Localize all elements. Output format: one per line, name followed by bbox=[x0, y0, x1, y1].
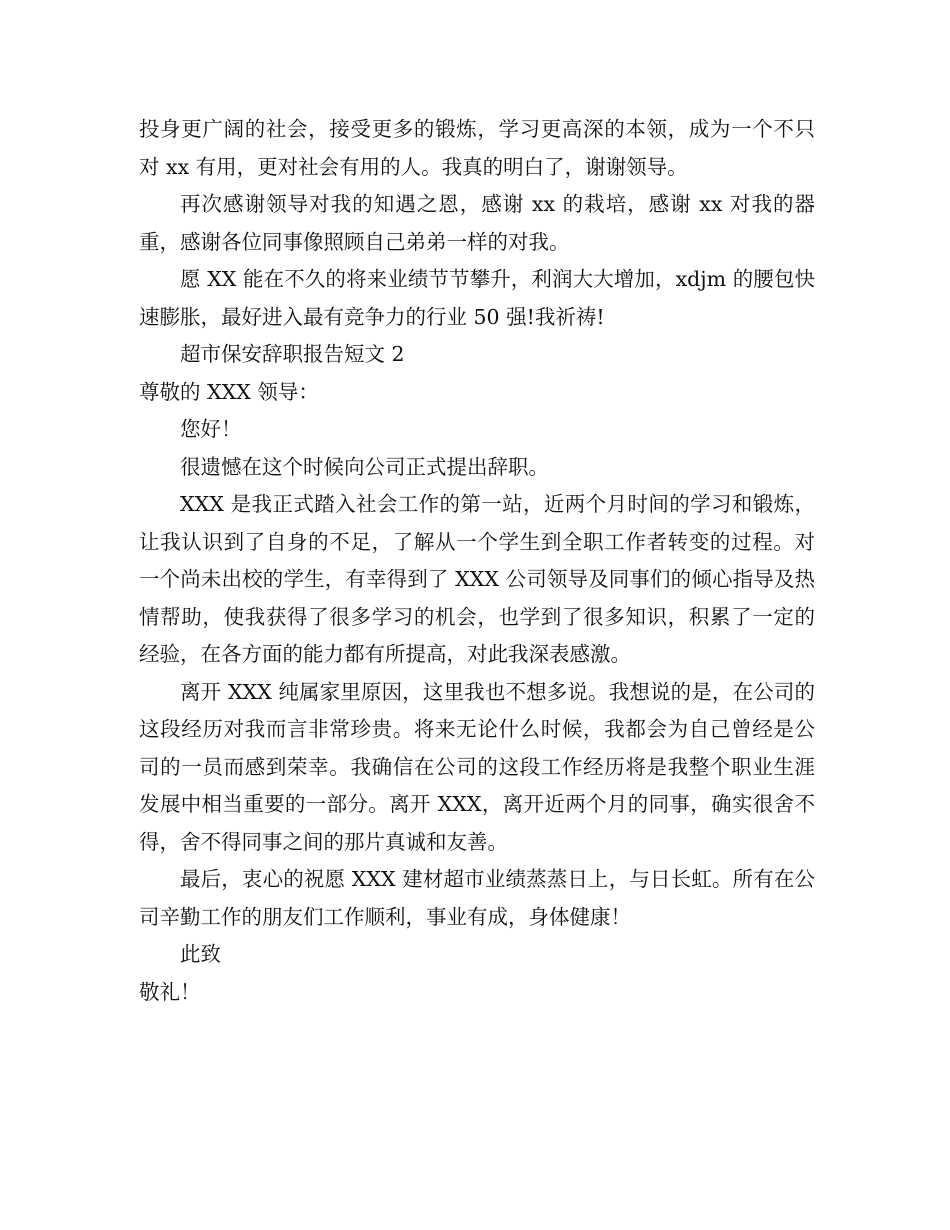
section-title: 超市保安辞职报告短文 2 bbox=[180, 342, 405, 366]
closing-salute: 敬礼！ bbox=[139, 979, 201, 1004]
paragraph-continuation: 投身更广阔的社会，接受更多的锻炼，学习更高深的本领，成为一个不只对 xx 有用，更对社会有用的人。我真的明白了，谢谢领导。 bbox=[139, 117, 815, 179]
salutation: 尊敬的 XXX 领导： bbox=[139, 379, 319, 404]
paragraph-closing-wishes: 最后，衷心的祝愿 XXX 建材超市业绩蒸蒸日上，与日长虹。所有在公司辛勤工作的朋友们工作顺利，事业有成，身体健康！ bbox=[139, 867, 815, 929]
paragraph-reason: 离开 XXX 纯属家里原因，这里我也不想多说。我想说的是，在公司的这段经历对我而言非常珍贵。将来无论什么时候，我都会为自己曾经是公司的一员而感到荣幸。我确信在公司的这段工作经历将是我整个职业生涯发展中相当重要的一部分。离开 XXX，离开近两个月的同事，确实很舍不得，舍不得同事之间的那片真诚和友善。 bbox=[139, 679, 815, 854]
paragraph-thanks: 再次感谢领导对我的知遇之恩，感谢 xx 的栽培，感谢 xx 对我的器重，感谢各位同事像照顾自己弟弟一样的对我。 bbox=[139, 192, 815, 254]
document-body bbox=[139, 111, 815, 1011]
closing-phrase: 此致 bbox=[180, 942, 221, 966]
greeting: 您好！ bbox=[180, 417, 242, 441]
paragraph-wishes: 愿 XX 能在不久的将来业绩节节攀升，利润大大增加，xdjm 的腰包快速膨胀，最好进入最有竞争力的行业 50 强!我祈祷! bbox=[139, 267, 815, 329]
paragraph-experience: XXX 是我正式踏入社会工作的第一站，近两个月时间的学习和锻炼，让我认识到了自身的不足，了解从一个学生到全职工作者转变的过程。对一个尚未出校的学生，有幸得到了 XXX 公司领导及同事们的倾心指导及热情帮助，使我获得了很多学习的机会，也学到了很多知识，积累了一定的经验，在各方面的能力都有所提高，对此我深表感激。 bbox=[139, 492, 815, 666]
paragraph-resignation: 很遗憾在这个时候向公司正式提出辞职。 bbox=[180, 454, 549, 479]
